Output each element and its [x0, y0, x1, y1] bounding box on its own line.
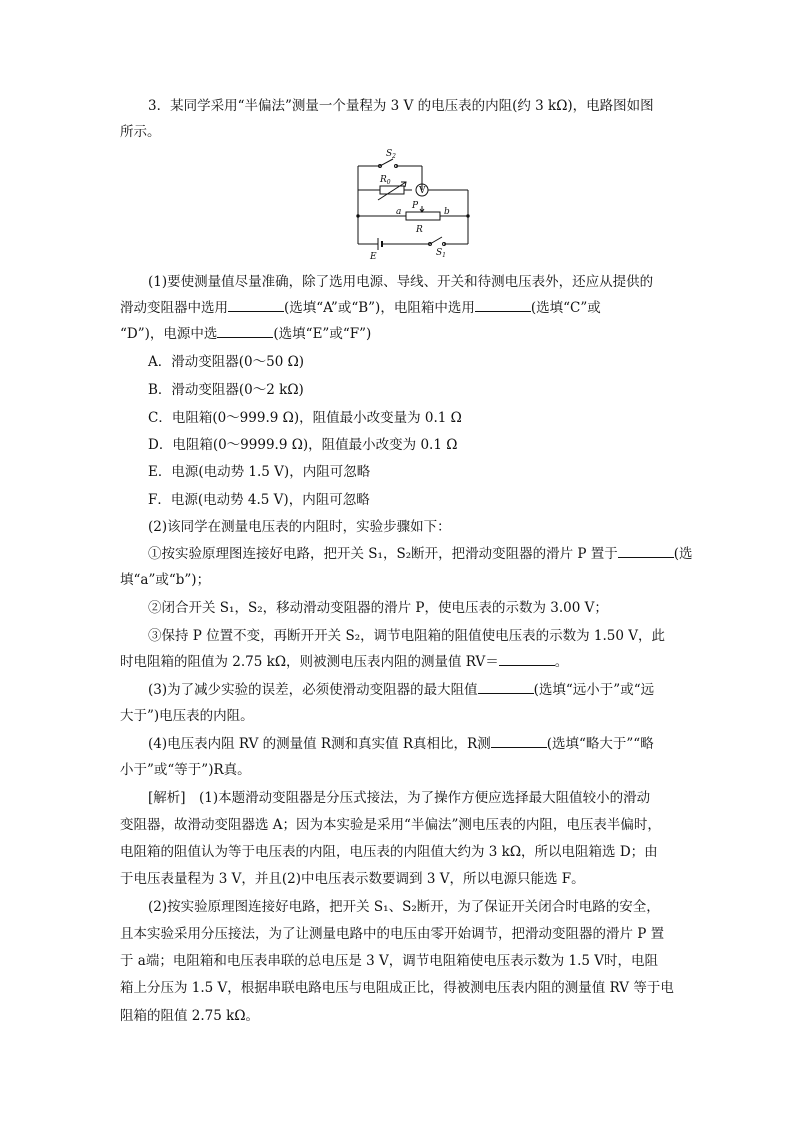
part1-line3: “D”)，电源中选 (选填“E”或“F”): [120, 326, 372, 342]
analysis-p1-line4: 于电压表量程为 3 V，并且(2)中电压表示数要调到 3 V，所以电源只能选 F。: [120, 871, 585, 887]
part1-line2: 滑动变阻器中选用 (选填“A”或“B”)，电阻箱中选用 (选填“C”或: [120, 300, 601, 316]
label-a: a: [396, 207, 402, 217]
option-e: E．电源(电动势 1.5 V)，内阻可忽略: [148, 464, 371, 480]
analysis-p1-line2: 变阻器，故滑动变阻器选 A；因为本实验是采用“半偏法”测电压表的内阻，电压表半偏时，: [120, 817, 661, 833]
switch-s2: [380, 159, 393, 166]
label-v: V: [419, 186, 426, 196]
answer-blank-power[interactable]: [217, 324, 273, 338]
option-c: C．电阻箱(0～999.9 Ω)，阻值最小改变量为 0.1 Ω: [148, 410, 462, 426]
analysis-p2-line4: 箱上分压为 1.5 V，根据串联电路电压与电阻成正比，得被测电压表内阻的测量值 RV 等于电: [120, 980, 674, 996]
label-s1: $S_1$: [436, 248, 446, 259]
analysis-p1-line1: [解析] (1)本题滑动变阻器是分压式接法，为了操作方便应选择最大阻值较小的滑动: [148, 790, 651, 806]
analysis-p2-line2: 且本实验采用分压接法，为了让测量电路中的电压由零开始调节，把滑动变阻器的滑片 P 置: [120, 926, 665, 942]
analysis-p1-line3: 电阻箱的阻值认为等于电压表的内阻，电压表的内阻值大约为 3 kΩ，所以电阻箱选 D；由: [120, 844, 658, 860]
question-stem-line2: 所示。: [120, 124, 161, 140]
part4-line1: (4)电压表内阻 RV 的测量值 R测和真实值 R真相比，R测 (选填“略大于”“略: [148, 736, 654, 752]
option-d: D．电阻箱(0～9999.9 Ω)，阻值最小改变为 0.1 Ω: [148, 437, 458, 453]
answer-blank-compare[interactable]: [491, 734, 547, 748]
part2-step1-cont: 填“a”或“b”)；: [120, 572, 211, 588]
rheostat-r: [406, 212, 440, 220]
part2-step3-cont: 时电阻箱的阻值为 2.75 kΩ，则被测电压表内阻的测量值 RV＝ 。: [120, 654, 569, 670]
part2-intro: (2)该同学在测量电压表的内阻时，实验步骤如下：: [148, 519, 451, 535]
circuit-diagram: [350, 142, 478, 260]
answer-blank-rv[interactable]: [499, 652, 555, 666]
label-s2: $S_2$: [386, 149, 396, 160]
answer-blank-max-resistance[interactable]: [478, 680, 534, 694]
analysis-p2-line1: (2)按实验原理图连接好电路，把开关 S₁、S₂断开，为了保证开关闭合时电路的安全，: [148, 899, 660, 915]
part3-line2: 大于”)电压表的内阻。: [120, 708, 254, 724]
label-e: E: [370, 252, 377, 260]
question-stem-line1: 3．某同学采用“半偏法”测量一个量程为 3 V 的电压表的内阻(约 3 kΩ)，电路图如图: [148, 98, 654, 114]
label-p: P: [412, 201, 419, 211]
part3-line1: (3)为了减少实验的误差，必须使滑动变阻器的最大阻值 (选填“远小于”或“远: [148, 682, 655, 698]
answer-blank-slider-position[interactable]: [618, 544, 674, 558]
part1-line1: (1)要使测量值尽量准确，除了选用电源、导线、开关和待测电压表外，还应从提供的: [148, 274, 654, 290]
switch-s1: [430, 237, 442, 244]
label-b: b: [444, 207, 450, 217]
part2-step1: ①按实验原理图连接好电路，把开关 S₁，S₂断开，把滑动变阻器的滑片 P 置于 (选: [148, 546, 693, 562]
option-f: F．电源(电动势 4.5 V)，内阻可忽略: [148, 492, 370, 508]
label-r: R: [416, 225, 423, 235]
option-a: A．滑动变阻器(0～50 Ω): [148, 354, 305, 370]
part4-line2: 小于”或“等于”)R真。: [120, 762, 251, 778]
answer-blank-resistor-box[interactable]: [475, 298, 531, 312]
label-r0: $R_0$: [380, 175, 391, 186]
part2-step3: ③保持 P 位置不变，再断开开关 S₂，调节电阻箱的阻值使电压表的示数为 1.50 V，此: [148, 628, 666, 644]
answer-blank-rheostat[interactable]: [228, 298, 284, 312]
analysis-p2-line3: 于 a端；电阻箱和电压表串联的总电压是 3 V，调节电阻箱使电压表示数为 1.5 V时，电阻: [120, 953, 659, 969]
option-b: B．滑动变阻器(0～2 kΩ): [148, 382, 304, 398]
part2-step2: ②闭合开关 S₁，S₂，移动滑动变阻器的滑片 P，使电压表的示数为 3.00 V；: [148, 600, 608, 616]
analysis-p2-line5: 阻箱的阻值 2.75 kΩ。: [120, 1008, 260, 1024]
resistor-box-r0: [380, 186, 404, 194]
